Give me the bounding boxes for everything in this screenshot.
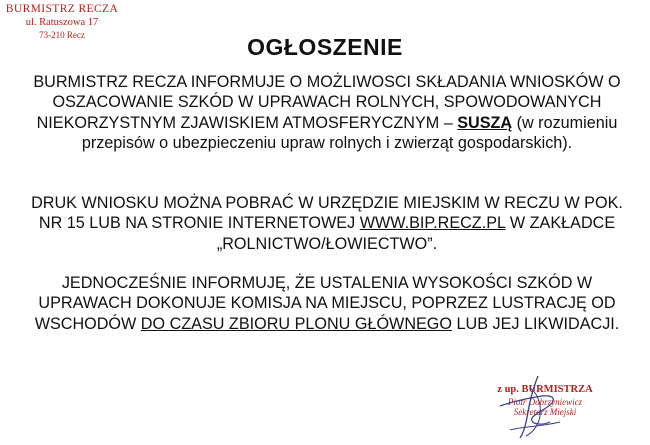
paragraph-commission-end: LUB JEJ LIKWIDACJI. (452, 314, 620, 333)
paragraph-announcement-text: BURMISTRZ RECZA INFORMUJE O MOŻLIWOSCI SKŁADANIA WNIOSKÓW O OSZACOWANIE SZKÓD W UPRAWACH ROLNYCH, SPOWODOWANYCH NIEKORZYSTNYM ZJAWISKIEM ATMOSFERYCZNYM – (33, 73, 621, 132)
paragraph-announcement-note: (w rozumieniu przepisów o ubezpieczeniu upraw rolnych i zwierząt gospodarskich). (81, 113, 618, 153)
drought-highlight: SUSZĄ (457, 113, 513, 132)
bip-website-link[interactable]: WWW.BIP.RECZ.PL (359, 214, 506, 233)
signatory-name: Piotr Dobrzyniewicz (507, 396, 583, 407)
stamp-postal-code: 73-210 Recz (39, 29, 85, 40)
paragraph-form-info (22, 193, 632, 254)
signatory-position: Sekretarz Miejski (513, 407, 577, 418)
stamp-office: BURMISTRZ RECZA (5, 3, 119, 15)
page-title: OGŁOSZENIE (247, 34, 403, 60)
paragraph-announcement (22, 72, 632, 154)
harvest-deadline-underlined: DO CZASU ZBIORU PLONU GŁÓWNEGO (140, 314, 452, 333)
paragraph-form-text: DRUK WNIOSKU MOŻNA POBRAĆ W URZĘDZIE MIEJSKIM W RECZU W POK. NR 15 LUB NA STRONIE INTERNETOWEJ (31, 194, 623, 233)
paragraph-commission-text: JEDNOCZEŚNIE INFORMUJĘ, ŻE USTALENIA WYSOKOŚCI SZKÓD W UPRAWACH DOKONUJE KOMISJA NA MIEJSCU, POPRZEZ LUSTRACJĘ OD WSCHODÓW (34, 274, 616, 333)
paragraph-form-tab: W ZAKŁADCE „ROLNICTWO/ŁOWIECTWO”. (216, 214, 616, 253)
signature-authority: z up. BURMISTRZA (497, 384, 593, 395)
paragraph-commission-info (22, 273, 632, 334)
stamp-street: ul. Ratuszowa 17 (25, 17, 99, 29)
handwritten-signature (490, 372, 580, 442)
